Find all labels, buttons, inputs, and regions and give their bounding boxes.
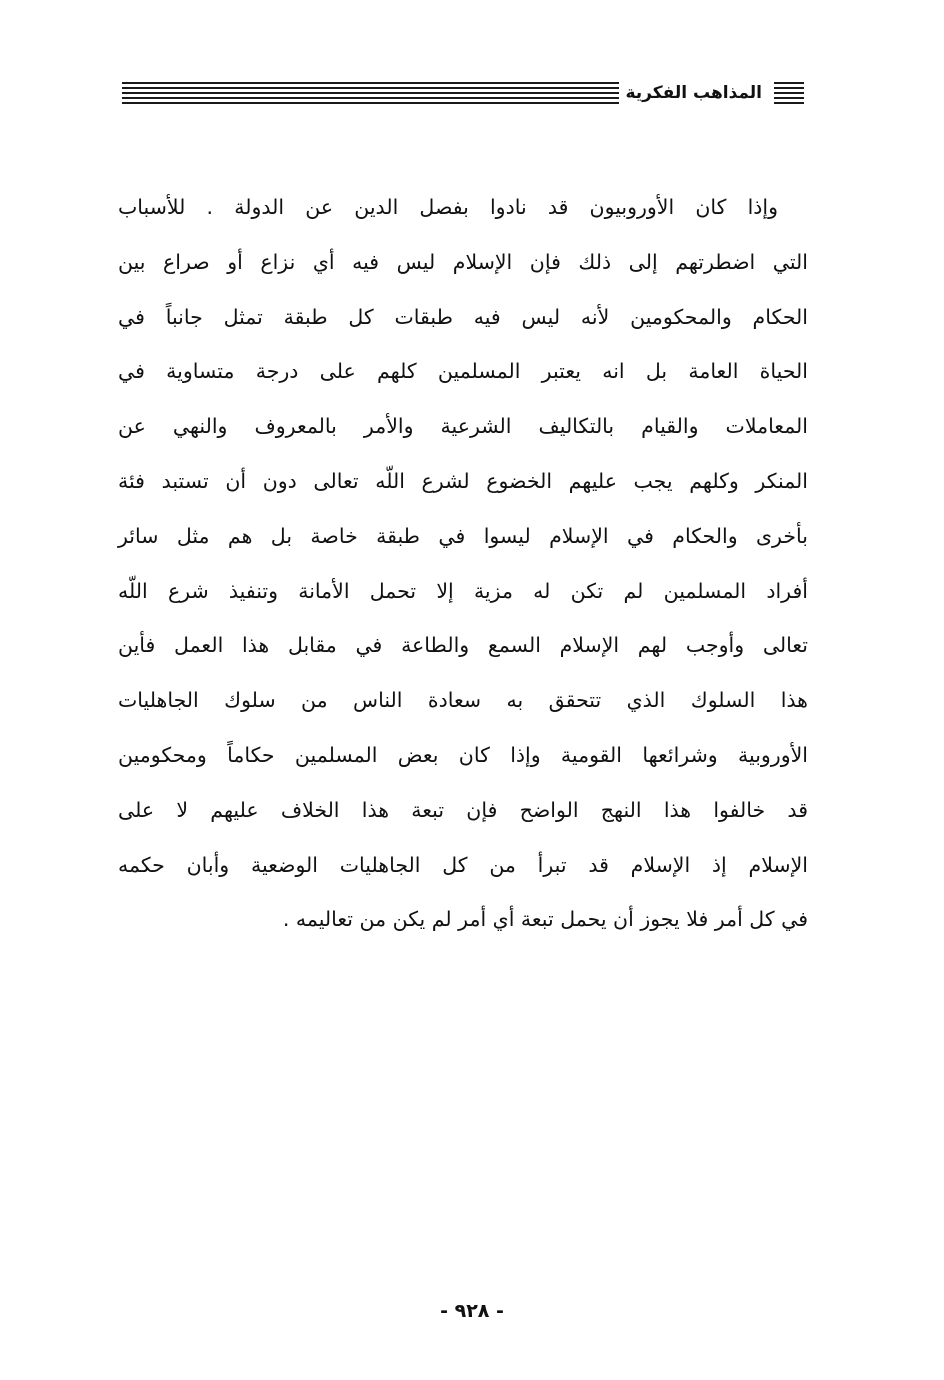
text-line: الحكام والمحكومين لأنه ليس فيه طبقات كل طبقة تمثل جانباً في	[118, 304, 808, 329]
text-line: بأخرى والحكام في الإسلام ليسوا في طبقة خاصة بل هم مثل سائر	[118, 523, 808, 548]
header-title: المذاهب الفكرية	[625, 83, 762, 103]
text-line: تعالى وأوجب لهم الإسلام السمع والطاعة في مقابل هذا العمل فأين	[118, 633, 808, 658]
text-line: هذا السلوك الذي تتحقق به سعادة الناس من سلوك الجاهليات	[118, 688, 808, 713]
text-line: الحياة العامة بل انه يعتبر المسلمين كلهم على درجة متساوية في	[118, 359, 808, 384]
text-line: المنكر وكلهم يجب عليهم الخضوع لشرع اللّه تعالى دون أن تستبد فئة	[118, 468, 808, 493]
header-rule-lines-left	[122, 80, 619, 106]
body-text	[118, 180, 808, 947]
text-line: الأوروبية وشرائعها القومية وإذا كان بعض المسلمين حكاماً ومحكومين	[118, 742, 808, 767]
header-rule-lines-right	[774, 80, 804, 106]
text-line: أفراد المسلمين لم تكن له مزية إلا تحمل الأمانة وتنفيذ شرع اللّه	[118, 578, 808, 603]
page-number: - ٩٢٨ -	[440, 1300, 504, 1322]
text-line: وإذا كان الأوروبيون قد نادوا بفصل الدين عن الدولة . للأسباب	[118, 195, 778, 219]
text-line: في كل أمر فلا يجوز أن يحمل تبعة أي أمر لم يكن من تعاليمه .	[282, 907, 808, 932]
text-line: قد خالفوا هذا النهج الواضح فإن تبعة هذا الخلاف عليهم لا على	[118, 797, 808, 822]
text-line: التي اضطرتهم إلى ذلك فإن الإسلام ليس فيه أي نزاع أو صراع بين	[118, 249, 808, 274]
text-line: المعاملات والقيام بالتكاليف الشرعية والأمر بالمعروف والنهي عن	[118, 414, 808, 439]
running-header	[122, 78, 804, 108]
text-line: الإسلام إذ الإسلام قد تبرأ من كل الجاهليات الوضعية وأبان حكمه	[118, 852, 808, 877]
